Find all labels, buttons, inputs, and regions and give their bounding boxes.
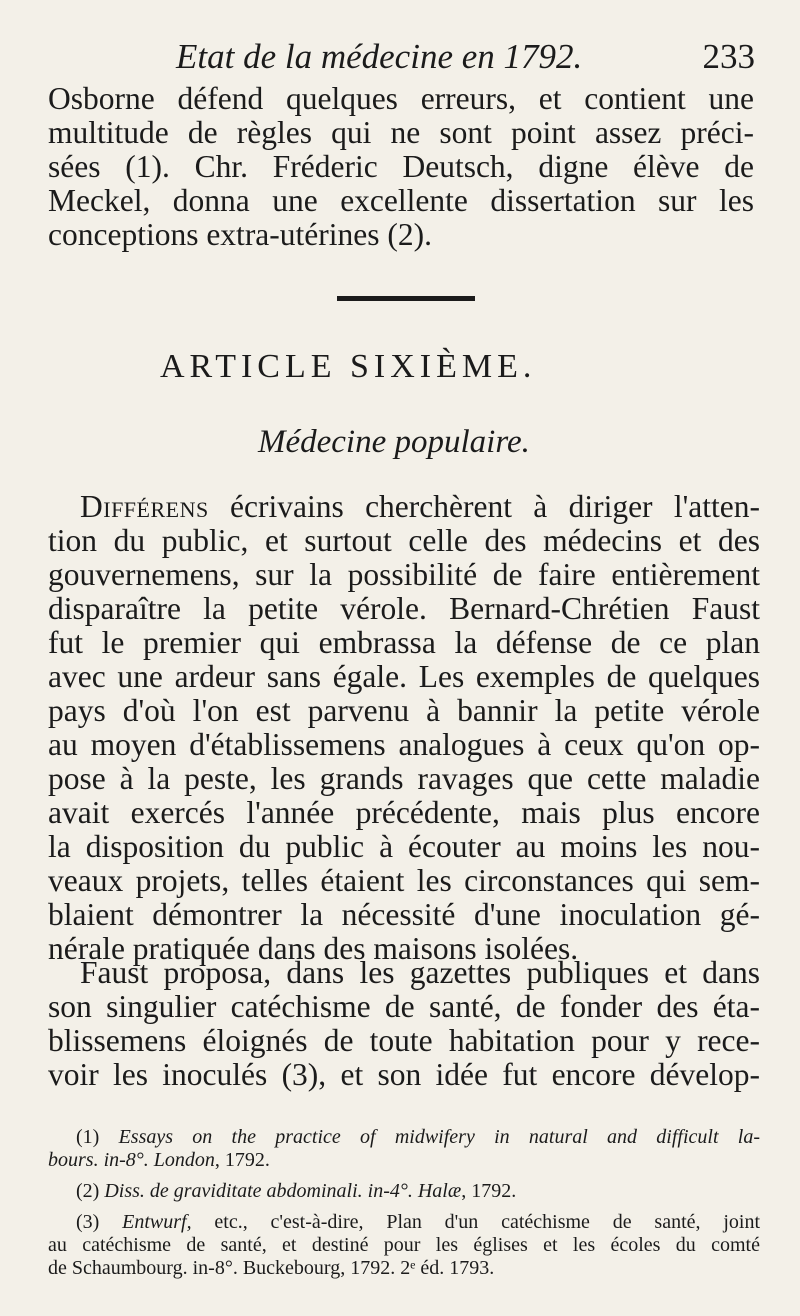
- paragraph-2: [48, 956, 760, 1092]
- footnote-1: [48, 1126, 760, 1172]
- footnote-text: , 1792.: [214, 1149, 270, 1171]
- footnote-line: [48, 1126, 760, 1149]
- text-line: avec une ardeur sans égale. Les exemples de quelques: [48, 659, 760, 694]
- text-line: la disposition du public à écouter au moins les nou-: [48, 829, 760, 864]
- footnote-line: [48, 1149, 760, 1172]
- page-header: [48, 32, 763, 82]
- text-line: au moyen d'établissemens analogues à ceux qu'on op-: [48, 727, 760, 762]
- footnote-2: [48, 1180, 760, 1203]
- text-line: gouvernemens, sur la possibilité de faire entièrement: [48, 557, 760, 592]
- paragraph-1: [48, 490, 760, 966]
- text-line: voir les inoculés (3), et son idée fut encore dévelop-: [48, 1057, 760, 1092]
- text-line: fut le premier qui embrassa la défense de ce plan: [48, 625, 760, 660]
- footnote-line: de Schaumbourg. in-8°. Buckebourg, 1792. 2ᵉ éd. 1793.: [48, 1257, 495, 1279]
- text-line-rest: écrivains cherchèrent à diriger l'atten-: [208, 489, 760, 524]
- text-line: sées (1). Chr. Fréderic Deutsch, digne élève de: [48, 149, 754, 184]
- text-line: Meckel, donna une excellente dissertation sur les: [48, 183, 754, 218]
- footnote-title: Essays on the practice of midwifery in natural and difficult la-: [118, 1126, 761, 1148]
- footnote-3: [48, 1211, 760, 1280]
- text-line: conceptions extra-utérines (2).: [48, 217, 432, 252]
- text-line: avait exercés l'année précédente, mais plus encore: [48, 795, 760, 830]
- text-line: veaux projets, telles étaient les circonstances qui sem-: [48, 863, 760, 898]
- text-line: tion du public, et surtout celle des médecins et des: [48, 523, 760, 558]
- footnote-line: au catéchisme de santé, et destiné pour les églises et les écoles du comté: [48, 1234, 760, 1256]
- footnote-title: Diss. de graviditate abdominali. in-4°. Halæ: [104, 1180, 462, 1202]
- continued-paragraph: [48, 82, 754, 252]
- text-line: disparaître la petite vérole. Bernard-Chrétien Faust: [48, 591, 760, 626]
- footnote-marker: (1): [76, 1126, 100, 1148]
- footnote-line: [48, 1180, 760, 1203]
- footnote-text: etc., c'est-à-dire, Plan d'un catéchisme de santé, joint: [191, 1211, 761, 1233]
- text-line: pose à la peste, les grands ravages que cette maladie: [48, 761, 760, 796]
- section-divider: [337, 296, 475, 301]
- running-title: Etat de la médecine en 1792.: [176, 37, 583, 76]
- footnote-title: Entwurf,: [122, 1211, 192, 1233]
- text-line: pays d'où l'on est parvenu à bannir la petite vérole: [48, 693, 760, 728]
- footnote-line: [48, 1211, 760, 1234]
- text-line: nérale pratiquée dans des maisons isolées.: [48, 931, 579, 966]
- text-line: blaient démontrer la nécessité d'une inoculation gé-: [48, 897, 760, 932]
- text-line: [48, 490, 760, 524]
- opening-word: Différens: [80, 489, 209, 524]
- text-line: multitude de règles qui ne sont point assez préci-: [48, 115, 754, 150]
- text-line: blissemens éloignés de toute habitation pour y rece-: [48, 1023, 760, 1058]
- text-line: Osborne défend quelques erreurs, et contient une: [48, 81, 754, 116]
- article-subtitle: Médecine populaire.: [258, 424, 530, 460]
- footnote-text: , 1792.: [461, 1180, 517, 1202]
- footnote-title-cont: bours. in-8°. London: [48, 1149, 215, 1171]
- text-line: Faust proposa, dans les gazettes publiques et dans: [80, 955, 760, 990]
- article-title: ARTICLE SIXIÈME.: [160, 348, 537, 385]
- page-number: 233: [702, 37, 755, 76]
- footnote-marker: (2): [76, 1180, 100, 1202]
- text-line: son singulier catéchisme de santé, de fonder des éta-: [48, 989, 760, 1024]
- footnotes: [48, 1126, 760, 1288]
- footnote-marker: (3): [76, 1211, 100, 1233]
